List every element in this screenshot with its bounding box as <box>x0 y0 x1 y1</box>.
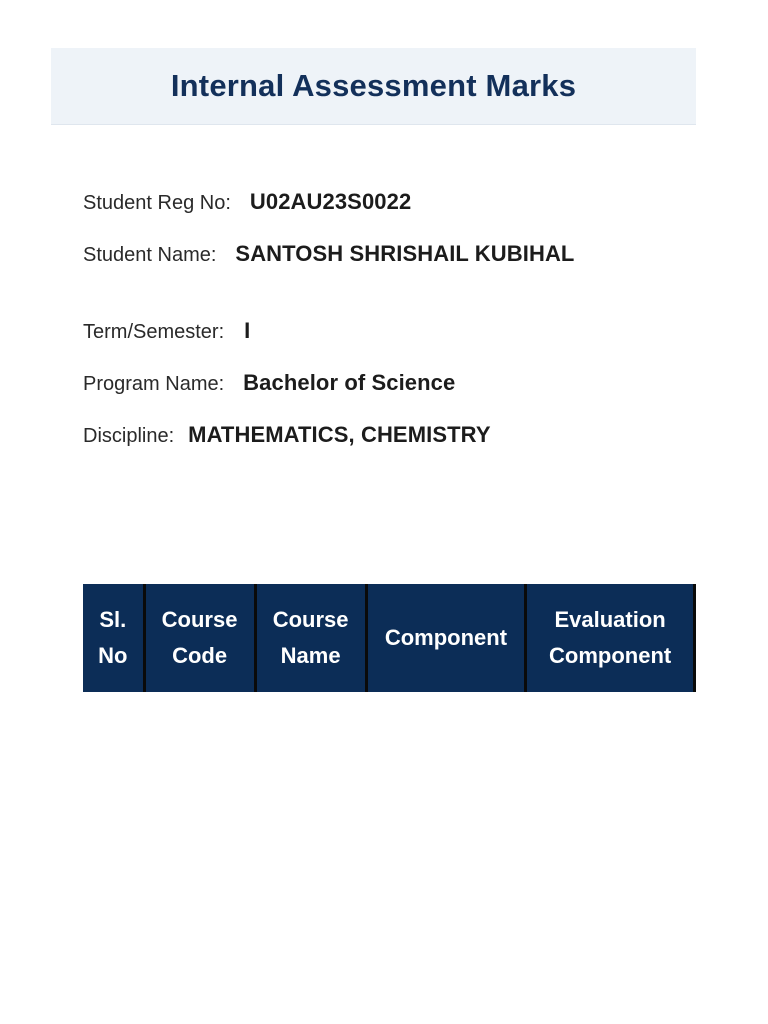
reg-no-value: U02AU23S0022 <box>249 189 412 214</box>
header-course-name-line1: Course <box>272 607 349 632</box>
header-component-line1: Component <box>384 625 508 650</box>
header-course-code <box>146 584 254 692</box>
reg-no-label: Student Reg No: <box>83 192 231 214</box>
header-evaluation-component-line2: Component <box>549 643 672 668</box>
header-course-name <box>257 584 365 692</box>
title-bar <box>51 48 696 125</box>
marks-table-container[interactable] <box>83 584 696 694</box>
discipline-row <box>83 422 491 448</box>
discipline-label: Discipline: <box>83 425 175 447</box>
header-sl-no-line2: No <box>98 643 128 668</box>
program-value: Bachelor of Science <box>243 370 456 395</box>
discipline-value: MATHEMATICS, CHEMISTRY <box>188 422 491 447</box>
header-course-code-line2: Code <box>172 643 228 668</box>
header-evaluation-component <box>527 584 693 692</box>
term-label: Term/Semester: <box>83 321 225 343</box>
term-row <box>83 318 250 344</box>
header-course-code-line1: Course <box>161 607 238 632</box>
table-header-row <box>83 584 693 692</box>
header-sl-no <box>83 584 143 692</box>
program-row <box>83 370 455 396</box>
program-label: Program Name: <box>83 373 225 395</box>
reg-no-row <box>83 189 411 215</box>
header-course-name-line2: Name <box>280 643 341 668</box>
header-sl-no-line1: Sl. <box>99 607 127 632</box>
marks-table <box>83 584 696 692</box>
student-name-label: Student Name: <box>83 244 217 266</box>
term-value: I <box>244 318 251 343</box>
header-evaluation-component-line1: Evaluation <box>554 607 666 632</box>
header-component <box>368 584 525 692</box>
student-name-row <box>83 241 574 267</box>
page-title: Internal Assessment Marks <box>170 68 577 103</box>
student-name-value: SANTOSH SHRISHAIL KUBIHAL <box>235 241 575 266</box>
